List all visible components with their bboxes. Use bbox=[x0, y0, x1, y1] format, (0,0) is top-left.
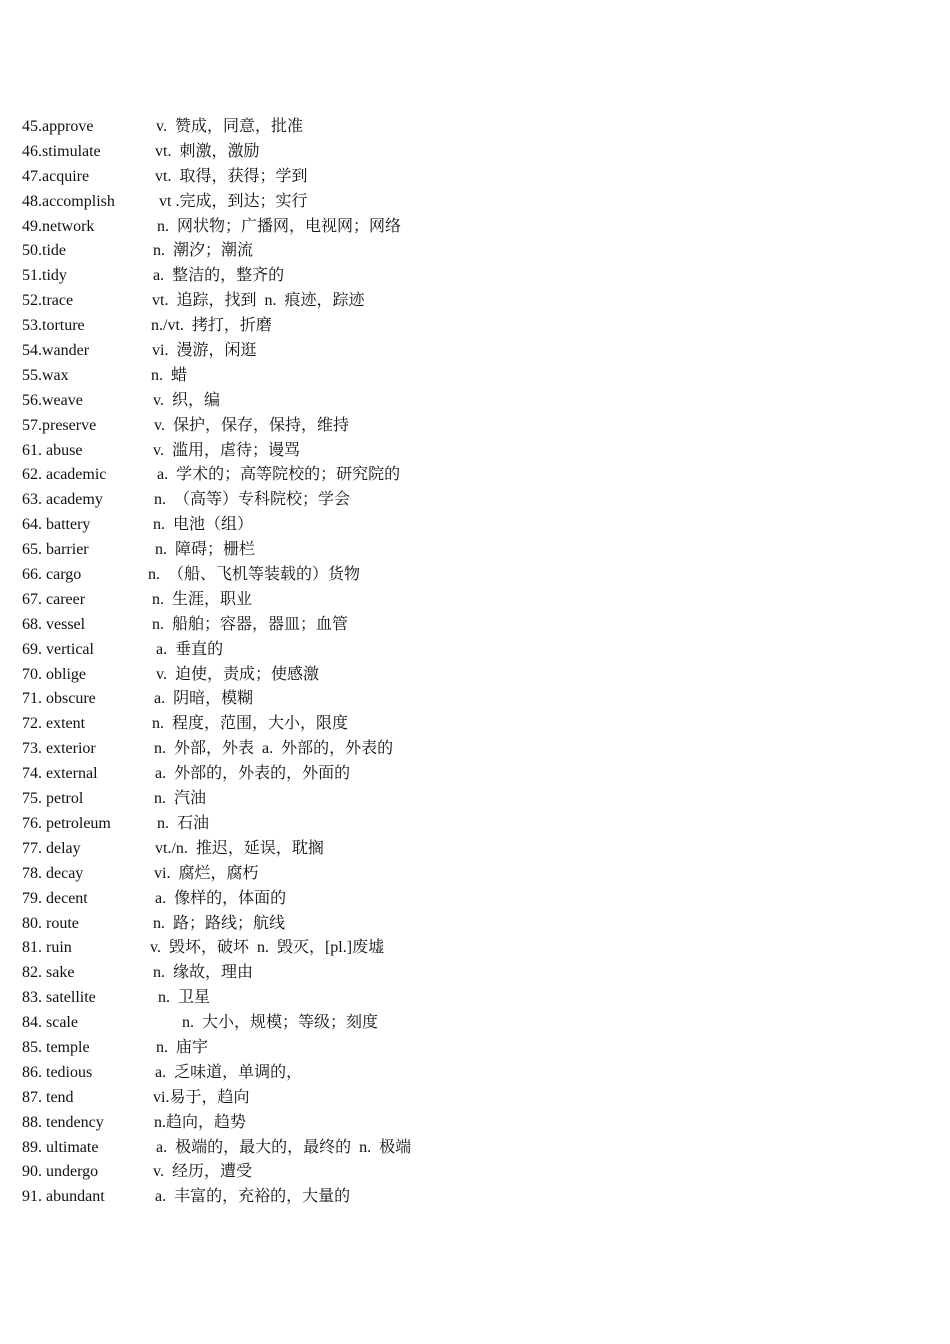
vocab-definition: n. 外部，外表 a. 外部的，外表的 bbox=[154, 740, 394, 758]
vocab-word: 68. vessel bbox=[22, 615, 86, 633]
vocab-entry bbox=[22, 737, 922, 762]
vocab-definition: n. 大小，规模；等级；刻度 bbox=[182, 1014, 379, 1032]
vocab-entry bbox=[22, 862, 922, 887]
vocab-definition: v. 织，编 bbox=[153, 391, 220, 409]
vocab-entry bbox=[22, 588, 922, 613]
vocab-entry bbox=[22, 812, 922, 837]
vocab-entry bbox=[22, 389, 922, 414]
vocab-definition: n. （高等）专科院校；学会 bbox=[154, 491, 351, 509]
vocab-word: 45.approve bbox=[22, 118, 94, 135]
vocab-definition: a. 外部的，外表的，外面的 bbox=[155, 765, 351, 783]
vocab-definition: v. 滥用，虐待；谩骂 bbox=[153, 441, 300, 459]
vocab-word: 57.preserve bbox=[22, 416, 97, 434]
vocab-word: 82. sake bbox=[22, 964, 75, 982]
vocab-word: 90. undergo bbox=[22, 1163, 99, 1181]
vocab-word: 61. abuse bbox=[22, 441, 83, 459]
vocab-word: 53.torture bbox=[22, 317, 85, 335]
vocab-word: 71. obscure bbox=[22, 690, 96, 708]
vocab-definition: n. 汽油 bbox=[154, 790, 207, 808]
vocab-word: 49.network bbox=[22, 217, 95, 235]
vocab-definition: a. 学术的；高等院校的；研究院的 bbox=[157, 466, 401, 484]
vocab-word: 52.trace bbox=[22, 292, 74, 310]
vocab-definition: n. 船舶；容器，器皿；血管 bbox=[152, 615, 349, 633]
vocab-entry bbox=[22, 190, 922, 215]
vocab-entry bbox=[22, 712, 922, 737]
vocab-entry bbox=[22, 314, 922, 339]
vocab-word: 56.weave bbox=[22, 391, 83, 409]
vocab-word: 55.wax bbox=[22, 366, 69, 384]
vocab-word: 50.tide bbox=[22, 242, 66, 260]
vocab-definition: vt. 追踪，找到 n. 痕迹，踪迹 bbox=[152, 292, 365, 310]
vocab-entry bbox=[22, 239, 922, 264]
vocab-definition: v. 经历，遭受 bbox=[153, 1163, 252, 1181]
vocab-entry bbox=[22, 887, 922, 912]
vocab-word: 89. ultimate bbox=[22, 1138, 99, 1156]
vocab-entry bbox=[22, 1136, 922, 1161]
vocab-word: 65. barrier bbox=[22, 541, 89, 559]
vocab-word: 85. temple bbox=[22, 1038, 90, 1056]
vocab-entry bbox=[22, 1111, 922, 1136]
vocab-entry bbox=[22, 264, 922, 289]
vocab-word: 74. external bbox=[22, 765, 98, 783]
vocab-definition: n. 障碍；栅栏 bbox=[155, 541, 256, 559]
vocab-word: 86. tedious bbox=[22, 1063, 93, 1081]
vocab-entry bbox=[22, 414, 922, 439]
vocab-word: 73. exterior bbox=[22, 740, 96, 758]
vocab-word: 80. route bbox=[22, 914, 79, 932]
vocab-entry bbox=[22, 613, 922, 638]
vocab-definition: vt./n. 推迟，延误，耽搁 bbox=[155, 839, 324, 857]
vocab-definition: a. 乏味道，单调的， bbox=[155, 1063, 303, 1081]
vocab-entry bbox=[22, 439, 922, 464]
vocab-word: 69. vertical bbox=[22, 640, 94, 658]
vocab-definition: n. 网状物；广播网，电视网；网络 bbox=[157, 217, 402, 235]
vocab-entry bbox=[22, 1036, 922, 1061]
vocab-entry bbox=[22, 1011, 922, 1036]
vocab-word: 46.stimulate bbox=[22, 142, 101, 160]
vocab-definition: a. 整洁的，整齐的 bbox=[153, 267, 285, 285]
vocab-entry bbox=[22, 463, 922, 488]
vocab-word: 54.wander bbox=[22, 342, 90, 360]
vocab-word: 63. academy bbox=[22, 491, 103, 509]
vocab-entry bbox=[22, 563, 922, 588]
vocab-definition: a. 丰富的，充裕的，大量的 bbox=[155, 1188, 351, 1206]
vocab-word: 67. career bbox=[22, 590, 86, 608]
vocab-entry bbox=[22, 538, 922, 563]
vocab-entry bbox=[22, 837, 922, 862]
vocab-definition: vt. 取得，获得；学到 bbox=[155, 167, 308, 185]
vocab-entry bbox=[22, 215, 922, 240]
vocab-word: 81. ruin bbox=[22, 939, 72, 957]
vocab-definition: a. 垂直的 bbox=[156, 640, 224, 658]
vocab-entry bbox=[22, 339, 922, 364]
vocab-definition: a. 像样的，体面的 bbox=[155, 889, 287, 907]
vocab-entry bbox=[22, 1160, 922, 1185]
vocab-definition: n. （船、飞机等装载的）货物 bbox=[148, 566, 361, 584]
vocab-word: 64. battery bbox=[22, 516, 91, 534]
vocab-definition: v. 迫使，责成；使感激 bbox=[156, 665, 319, 683]
vocab-definition: a. 极端的，最大的，最终的 n. 极端 bbox=[156, 1138, 412, 1156]
vocab-word: 83. satellite bbox=[22, 989, 96, 1007]
vocab-word: 87. tend bbox=[22, 1088, 74, 1106]
vocab-definition: n.趋向，趋势 bbox=[154, 1113, 247, 1131]
vocab-word: 79. decent bbox=[22, 889, 88, 907]
vocab-word: 66. cargo bbox=[22, 566, 82, 584]
vocab-word: 78. decay bbox=[22, 864, 84, 882]
vocab-entry bbox=[22, 1185, 922, 1210]
vocab-entry bbox=[22, 687, 922, 712]
vocab-word: 47.acquire bbox=[22, 167, 90, 185]
vocab-entry bbox=[22, 762, 922, 787]
vocab-entry bbox=[22, 488, 922, 513]
vocab-entry bbox=[22, 1061, 922, 1086]
vocab-entry bbox=[22, 165, 922, 190]
vocab-word: 62. academic bbox=[22, 466, 107, 484]
vocab-definition: vt .完成，到达；实行 bbox=[159, 192, 308, 210]
vocab-definition: v. 毁坏，破坏 n. 毁灭，[pl.]废墟 bbox=[150, 939, 385, 957]
vocab-entry bbox=[22, 364, 922, 389]
vocab-definition: vi. 漫游，闲逛 bbox=[152, 342, 257, 360]
vocab-definition: a. 阴暗，模糊 bbox=[154, 690, 254, 708]
vocab-definition: v. 保护，保存，保持，维持 bbox=[154, 416, 349, 434]
vocab-word: 70. oblige bbox=[22, 665, 86, 683]
vocab-word: 77. delay bbox=[22, 839, 81, 857]
vocab-word: 84. scale bbox=[22, 1014, 78, 1032]
vocab-word: 76. petroleum bbox=[22, 814, 111, 832]
vocab-definition: n. 程度，范围，大小，限度 bbox=[152, 715, 349, 733]
vocab-entry bbox=[22, 663, 922, 688]
vocab-definition: n. 卫星 bbox=[158, 989, 211, 1007]
vocab-definition: n. 路；路线；航线 bbox=[153, 914, 286, 932]
vocab-entry bbox=[22, 140, 922, 165]
vocab-definition: vt. 刺激，激励 bbox=[155, 142, 260, 160]
vocab-definition: vi. 腐烂，腐朽 bbox=[154, 864, 259, 882]
vocab-definition: n./vt. 拷打，折磨 bbox=[151, 317, 272, 335]
vocab-entry bbox=[22, 986, 922, 1011]
vocab-word: 51.tidy bbox=[22, 267, 67, 285]
vocab-entry bbox=[22, 787, 922, 812]
vocab-definition: n. 蜡 bbox=[151, 366, 188, 384]
vocab-entry bbox=[22, 115, 922, 140]
vocab-entry bbox=[22, 1086, 922, 1111]
vocab-entry bbox=[22, 513, 922, 538]
vocab-word: 75. petrol bbox=[22, 790, 84, 808]
vocab-entry bbox=[22, 638, 922, 663]
vocab-definition: n. 潮汐；潮流 bbox=[153, 242, 254, 260]
vocab-word: 91. abundant bbox=[22, 1188, 105, 1206]
vocab-definition: n. 生涯，职业 bbox=[152, 590, 253, 608]
vocab-definition: n. 庙宇 bbox=[156, 1038, 209, 1056]
vocab-definition: v. 赞成，同意，批准 bbox=[156, 118, 303, 135]
vocab-entry bbox=[22, 961, 922, 986]
vocab-entry bbox=[22, 912, 922, 937]
vocab-definition: n. 石油 bbox=[157, 814, 210, 832]
vocab-entry bbox=[22, 289, 922, 314]
vocab-definition: n. 缘故，理由 bbox=[153, 964, 254, 982]
vocab-word: 88. tendency bbox=[22, 1113, 104, 1131]
vocab-definition: vi.易于，趋向 bbox=[153, 1088, 250, 1106]
vocab-definition: n. 电池（组） bbox=[153, 516, 254, 534]
vocab-word: 48.accomplish bbox=[22, 192, 115, 210]
vocab-entry bbox=[22, 936, 922, 961]
vocab-word: 72. extent bbox=[22, 715, 86, 733]
vocabulary-list bbox=[22, 115, 922, 1210]
